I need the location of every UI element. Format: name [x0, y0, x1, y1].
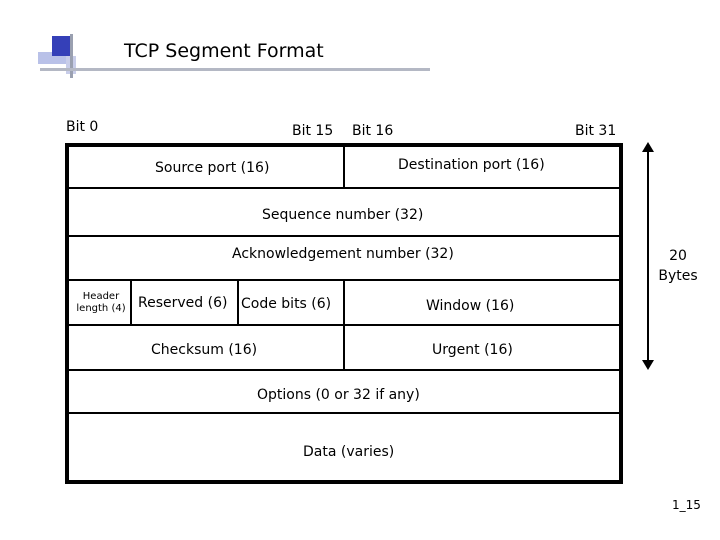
bit-0-label: Bit 0 [66, 119, 99, 135]
field-data: Data (varies) [303, 444, 395, 460]
header-size-annotation [650, 246, 706, 286]
field-header-length [70, 291, 132, 315]
field-reserved: Reserved (6) [138, 295, 228, 311]
field-source-port: Source port (16) [155, 160, 270, 176]
header-size-unit: Bytes [658, 268, 698, 284]
field-header-length-line2: length (4) [76, 303, 126, 314]
bit-16-label: Bit 16 [352, 123, 394, 139]
col-divider-reserved [237, 280, 239, 325]
field-ack-number: Acknowledgement number (32) [232, 246, 454, 262]
col-divider-row1 [343, 147, 345, 188]
field-code-bits: Code bits (6) [241, 296, 332, 312]
field-destination-port: Destination port (16) [398, 157, 545, 173]
page-number: 1_15 [672, 498, 701, 512]
arrow-down-icon [642, 360, 654, 370]
col-divider-code-bits [343, 280, 345, 325]
field-urgent: Urgent (16) [432, 342, 513, 358]
row-divider-6 [69, 412, 619, 414]
field-header-length-line1: Header [82, 291, 120, 302]
field-window: Window (16) [426, 298, 515, 314]
field-checksum: Checksum (16) [151, 342, 258, 358]
col-divider-checksum [343, 325, 345, 370]
slide-title: TCP Segment Format [124, 40, 324, 62]
field-sequence-number: Sequence number (32) [262, 207, 424, 223]
title-underline [40, 68, 430, 71]
title-decoration-vertical-line [70, 34, 73, 78]
title-decoration-dark-square [52, 36, 72, 56]
row-divider-2 [69, 235, 619, 237]
bit-31-label: Bit 31 [575, 123, 617, 139]
header-size-value: 20 [669, 248, 687, 264]
bit-15-label: Bit 15 [292, 123, 334, 139]
field-options: Options (0 or 32 if any) [257, 387, 420, 403]
size-arrow-line [647, 150, 649, 362]
